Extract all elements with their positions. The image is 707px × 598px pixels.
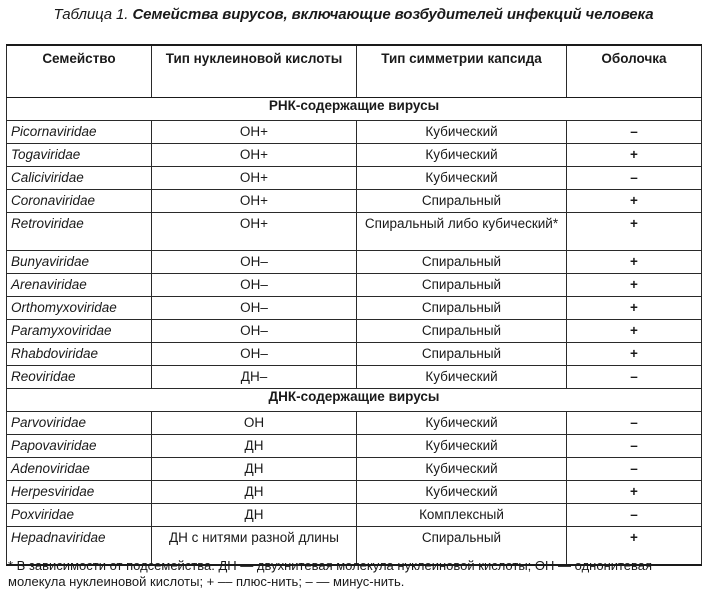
envelope-cell: –: [567, 167, 702, 190]
family-cell: Reoviridae: [7, 366, 152, 389]
section-header-row: [7, 389, 702, 412]
nucleic-acid-cell: ДН–: [152, 366, 357, 389]
capsid-symmetry-cell: Кубический: [357, 435, 567, 458]
capsid-symmetry-cell: Спиральный: [357, 190, 567, 213]
capsid-symmetry-cell: Кубический: [357, 412, 567, 435]
section-header-row: [7, 98, 702, 121]
nucleic-acid-cell: ОН+: [152, 190, 357, 213]
family-cell: Arenaviridae: [7, 274, 152, 297]
envelope-cell: +: [567, 343, 702, 366]
table-row: [7, 320, 702, 343]
table-row: [7, 435, 702, 458]
capsid-symmetry-cell: Кубический: [357, 458, 567, 481]
table-row: [7, 343, 702, 366]
nucleic-acid-cell: ОН+: [152, 121, 357, 144]
envelope-cell: +: [567, 527, 702, 566]
nucleic-acid-cell: ДН: [152, 458, 357, 481]
section-title: РНК-содержащие вирусы: [7, 98, 702, 121]
envelope-cell: +: [567, 144, 702, 167]
family-cell: Adenoviridae: [7, 458, 152, 481]
table-row: [7, 297, 702, 320]
family-cell: Rhabdoviridae: [7, 343, 152, 366]
envelope-cell: +: [567, 213, 702, 251]
capsid-symmetry-cell: Спиральный: [357, 320, 567, 343]
table-row: [7, 274, 702, 297]
table-body: [7, 98, 702, 566]
table-row: [7, 412, 702, 435]
table-header-row: [7, 45, 702, 98]
capsid-symmetry-cell: Спиральный: [357, 274, 567, 297]
envelope-cell: +: [567, 251, 702, 274]
table-row: [7, 121, 702, 144]
nucleic-acid-cell: ДН с нитями разной длины: [152, 527, 357, 566]
nucleic-acid-cell: ОН+: [152, 167, 357, 190]
virus-families-table: [6, 44, 702, 566]
section-title: ДНК-содержащие вирусы: [7, 389, 702, 412]
envelope-cell: –: [567, 366, 702, 389]
capsid-symmetry-cell: Спиральный: [357, 251, 567, 274]
nucleic-acid-cell: ОН–: [152, 251, 357, 274]
table-row: [7, 213, 702, 251]
family-cell: Togaviridae: [7, 144, 152, 167]
family-cell: Coronaviridae: [7, 190, 152, 213]
caption-label: Таблица 1.: [53, 6, 129, 23]
capsid-symmetry-cell: Спиральный: [357, 297, 567, 320]
table-row: [7, 251, 702, 274]
column-header-nucleic-acid: Тип нуклеиновой кислоты: [152, 45, 357, 98]
envelope-cell: –: [567, 412, 702, 435]
caption-title: Семейства вирусов, включающие возбудителей инфекций человека: [132, 6, 654, 23]
envelope-cell: –: [567, 458, 702, 481]
capsid-symmetry-cell: Кубический: [357, 167, 567, 190]
envelope-cell: +: [567, 320, 702, 343]
family-cell: Parvoviridae: [7, 412, 152, 435]
family-cell: Bunyaviridae: [7, 251, 152, 274]
capsid-symmetry-cell: Кубический: [357, 144, 567, 167]
family-cell: Herpesviridae: [7, 481, 152, 504]
nucleic-acid-cell: ОН: [152, 412, 357, 435]
capsid-symmetry-cell: Комплексный: [357, 504, 567, 527]
capsid-symmetry-cell: Кубический: [357, 366, 567, 389]
family-cell: Hepadnaviridae: [7, 527, 152, 566]
table-row: [7, 504, 702, 527]
envelope-cell: +: [567, 190, 702, 213]
family-cell: Caliciviridae: [7, 167, 152, 190]
nucleic-acid-cell: ОН–: [152, 343, 357, 366]
nucleic-acid-cell: ОН+: [152, 144, 357, 167]
column-header-family: Семейство: [7, 45, 152, 98]
capsid-symmetry-cell: Спиральный либо кубический*: [357, 213, 567, 251]
family-cell: Paramyxoviridae: [7, 320, 152, 343]
table-caption: [6, 6, 701, 23]
family-cell: Papovaviridae: [7, 435, 152, 458]
nucleic-acid-cell: ОН–: [152, 274, 357, 297]
envelope-cell: –: [567, 435, 702, 458]
nucleic-acid-cell: ОН–: [152, 297, 357, 320]
table-row: [7, 458, 702, 481]
column-header-envelope: Оболочка: [567, 45, 702, 98]
family-cell: Retroviridae: [7, 213, 152, 251]
table-row: [7, 366, 702, 389]
envelope-cell: –: [567, 121, 702, 144]
envelope-cell: +: [567, 274, 702, 297]
capsid-symmetry-cell: Кубический: [357, 121, 567, 144]
table-row: [7, 167, 702, 190]
family-cell: Poxviridae: [7, 504, 152, 527]
capsid-symmetry-cell: Спиральный: [357, 343, 567, 366]
capsid-symmetry-cell: Спиральный: [357, 527, 567, 566]
nucleic-acid-cell: ОН–: [152, 320, 357, 343]
nucleic-acid-cell: ДН: [152, 504, 357, 527]
column-header-capsid-symmetry: Тип симметрии капсида: [357, 45, 567, 98]
nucleic-acid-cell: ДН: [152, 435, 357, 458]
envelope-cell: –: [567, 504, 702, 527]
table-row: [7, 481, 702, 504]
envelope-cell: +: [567, 297, 702, 320]
table-footnote: * В зависимости от подсемейства. ДН — двухнитевая молекула нуклеиновой кислоты; ОН — однонитевая молекула нуклеиновой кислоты; + –– плюс-нить; – — минус-нить.: [8, 558, 653, 589]
nucleic-acid-cell: ОН+: [152, 213, 357, 251]
envelope-cell: +: [567, 481, 702, 504]
table-row: [7, 144, 702, 167]
capsid-symmetry-cell: Кубический: [357, 481, 567, 504]
table-row: [7, 190, 702, 213]
family-cell: Picornaviridae: [7, 121, 152, 144]
family-cell: Orthomyxoviridae: [7, 297, 152, 320]
nucleic-acid-cell: ДН: [152, 481, 357, 504]
